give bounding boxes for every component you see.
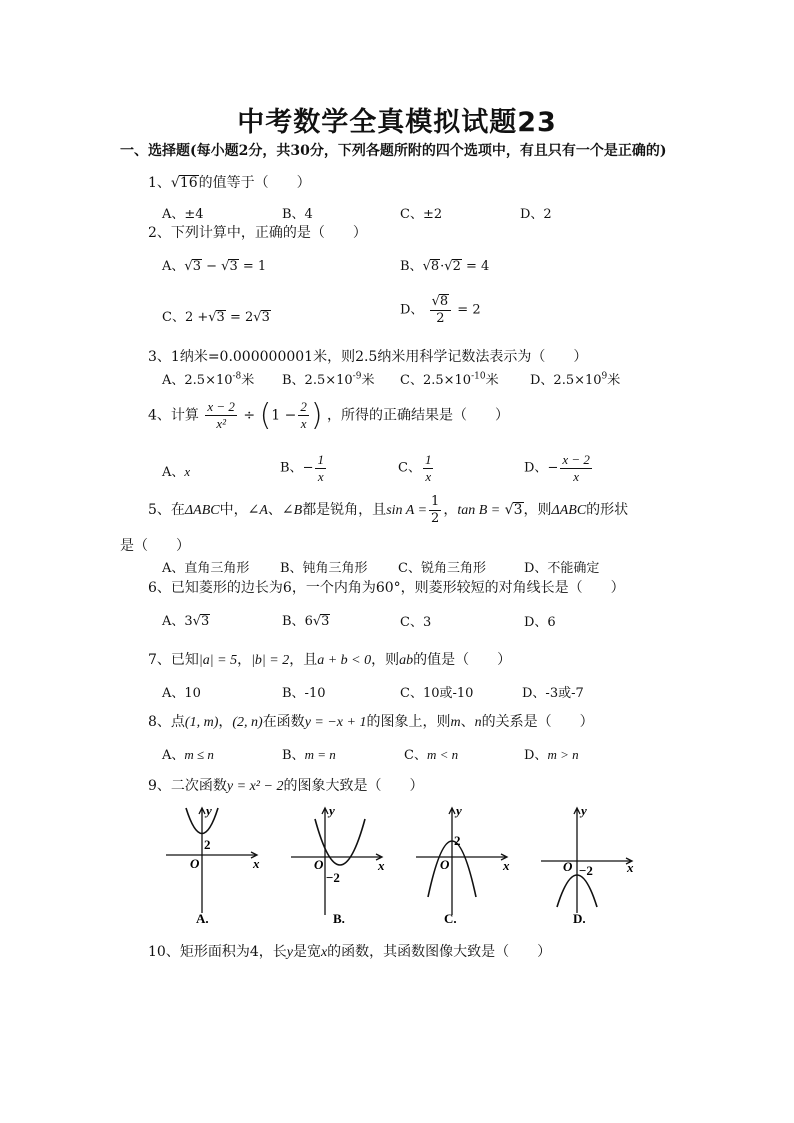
graph-b-y-label: y xyxy=(329,805,335,818)
q4-d-denominator: x xyxy=(573,468,579,484)
q5-numerator: 1 xyxy=(431,494,440,509)
question-10 xyxy=(148,941,551,961)
q8-option-b xyxy=(282,744,336,763)
q7-option-d: D、-3或-7 xyxy=(522,686,584,701)
q4-d-numerator: x − 2 xyxy=(562,452,590,467)
q3-c-exponent: -10 xyxy=(471,371,486,382)
q5-sin-a: sin A = xyxy=(386,503,428,519)
q2-b-radicand-2: 2 xyxy=(452,259,461,274)
q3-option-a xyxy=(162,369,254,388)
q4-suffix: ，所得的正确结果是（ ） xyxy=(327,407,510,424)
q3-a-exponent: -8 xyxy=(232,371,242,382)
graph-c-x-label: x xyxy=(503,858,510,873)
q2-option-c xyxy=(162,306,271,325)
q3-option-b xyxy=(282,369,374,388)
q8-d-label: D、 xyxy=(524,748,548,763)
q8-mid: 在函数 xyxy=(262,714,305,730)
q2-d-fraction xyxy=(430,294,452,326)
q8-m: m xyxy=(450,715,461,730)
q9-prefix: 9、二次函数 xyxy=(148,778,227,794)
question-8 xyxy=(148,711,594,731)
q2-b-radicand-1: 8 xyxy=(430,259,440,274)
graph-d xyxy=(535,805,645,930)
q5-separator: 、 xyxy=(267,502,282,519)
q10-prefix: 10、矩形面积为4，长 xyxy=(148,944,287,960)
q4-f1-denominator: x² xyxy=(216,416,226,431)
q2-a-operator: − xyxy=(206,259,218,274)
graph-b-x-label: x xyxy=(378,858,385,873)
q2-c-radicand-2: 3 xyxy=(261,310,270,325)
q4-d-sign: − xyxy=(547,460,559,476)
q5-radicand: 3 xyxy=(513,502,523,519)
q1-option-a: A、±4 xyxy=(162,207,204,222)
q8-b-label: B、 xyxy=(282,748,305,763)
q8-point-2: (2, n) xyxy=(232,715,263,730)
graph-d-mark: −2 xyxy=(579,863,593,878)
q2-d-result: = 2 xyxy=(457,302,481,318)
graph-a-origin: O xyxy=(190,856,200,871)
sqrt-icon: √ xyxy=(431,294,440,309)
q4-b-denominator: x xyxy=(317,468,324,484)
q1-option-b: B、4 xyxy=(282,207,313,222)
q5-angle-b: ∠B xyxy=(281,503,303,519)
q6-option-d: D、6 xyxy=(524,615,556,630)
question-4 xyxy=(148,398,509,433)
q5-mid-3: ，则 xyxy=(523,502,552,519)
question-3: 3、1纳米=0.000000001米，则2.5纳米用科学记数法表示为（ ） xyxy=(148,349,588,365)
q7-mid-2: ，则 xyxy=(371,652,400,668)
q2-d-numerator: 8 xyxy=(439,294,449,309)
q7-suffix: 的值是（ ） xyxy=(413,652,512,668)
q6-a-label: A、 xyxy=(162,614,185,629)
q4-a-value: x xyxy=(184,464,191,479)
q7-option-a: A、10 xyxy=(162,686,201,701)
q9-suffix: 的图象大致是（ ） xyxy=(283,778,424,794)
q8-function: y = −x + 1 xyxy=(304,715,367,730)
q8-a-label: A、 xyxy=(162,748,185,763)
graph-c-mark: 2 xyxy=(454,833,461,848)
graph-a-mark: 2 xyxy=(204,837,211,852)
graph-c xyxy=(410,805,520,930)
q4-a-label: A、 xyxy=(162,465,185,480)
q3-c-text: C、2.5×10 xyxy=(400,373,472,388)
q4-left-paren: ( xyxy=(259,398,272,433)
question-2: 2、下列计算中，正确的是（ ） xyxy=(148,225,367,241)
section-heading: 一、选择题(每小题2分，共30分，下列各题所附的四个选项中，有且只有一个是正确的) xyxy=(120,143,667,159)
q2-a-radicand-1: 3 xyxy=(192,259,201,274)
graph-a-y-label: y xyxy=(206,805,212,818)
graph-b-label: B. xyxy=(333,911,345,926)
q7-ab: ab xyxy=(399,653,414,668)
q4-option-a xyxy=(162,461,190,480)
q4-fraction-2 xyxy=(298,399,309,431)
q4-f1-numerator: x − 2 xyxy=(207,399,235,415)
q5-mid-1: 中， xyxy=(219,502,248,519)
q6-a-radicand: 3 xyxy=(200,614,210,629)
q8-prefix: 8、点 xyxy=(148,714,185,730)
q9-function: y = x² − 2 xyxy=(226,779,284,794)
q4-c-numerator: 1 xyxy=(424,452,432,467)
q4-option-b xyxy=(280,452,328,484)
q4-d-fraction xyxy=(560,452,592,484)
sqrt-icon: √ xyxy=(444,259,453,274)
q5-option-c: C、锐角三角形 xyxy=(398,561,486,576)
sqrt-icon: √ xyxy=(170,175,180,191)
q4-divide: ÷ xyxy=(243,407,256,424)
q7-comma: ， xyxy=(237,652,252,668)
q4-b-sign: − xyxy=(302,460,314,476)
q4-d-label: D、 xyxy=(524,460,548,476)
q8-comma: ， xyxy=(218,714,233,730)
q2-a-result: = 1 xyxy=(242,259,267,274)
q2-c-radicand-1: 3 xyxy=(216,310,225,325)
q4-option-c xyxy=(398,452,435,484)
q8-c-label: C、 xyxy=(404,748,427,763)
q5-line-2: 是（ ） xyxy=(120,538,190,554)
sqrt-icon: √ xyxy=(208,310,217,325)
q4-c-label: C、 xyxy=(398,460,421,476)
q2-option-b xyxy=(400,255,489,274)
q2-d-denominator: 2 xyxy=(436,310,445,326)
q8-separator: 、 xyxy=(460,714,475,730)
q4-f2-numerator: 2 xyxy=(300,399,307,415)
q3-a-unit: 米 xyxy=(241,373,255,388)
q6-b-label: B、 xyxy=(282,614,305,629)
q5-option-a: A、直角三角形 xyxy=(162,561,250,576)
question-9 xyxy=(148,775,423,795)
q8-suffix: 的关系是（ ） xyxy=(481,714,594,730)
q7-option-c: C、10或-10 xyxy=(400,686,474,701)
q5-fraction xyxy=(429,494,441,526)
q8-option-d xyxy=(524,744,579,763)
q8-d-value: m > n xyxy=(547,747,579,762)
q7-prefix: 7、已知 xyxy=(148,652,199,668)
q3-b-text: B、2.5×10 xyxy=(282,373,353,388)
q10-mid: 是宽 xyxy=(292,944,321,960)
q4-b-fraction xyxy=(315,452,326,484)
q4-f2-denominator: x xyxy=(300,416,307,431)
q3-b-exponent: -9 xyxy=(352,371,362,382)
graph-d-y-label: y xyxy=(581,805,587,818)
q2-option-a xyxy=(162,255,266,274)
graph-b xyxy=(285,805,395,930)
q10-suffix: 的函数，其函数图像大致是（ ） xyxy=(327,944,552,960)
q8-point-1: (1, m) xyxy=(184,715,219,730)
q7-option-b: B、-10 xyxy=(282,686,326,701)
q5-triangle: ΔABC xyxy=(184,503,220,519)
q8-text: 的图象上，则 xyxy=(366,714,451,730)
graph-a-x-label: x xyxy=(253,856,260,871)
q8-a-value: m ≤ n xyxy=(184,747,214,762)
q7-abs-b: |b| = 2 xyxy=(251,653,290,668)
q6-a-coef: 3 xyxy=(184,614,193,629)
graph-d-x-label: x xyxy=(627,860,634,875)
q6-option-c: C、3 xyxy=(400,615,432,630)
q5-prefix: 5、在 xyxy=(148,502,185,519)
page-title: 中考数学全真模拟试题23 xyxy=(237,107,557,138)
q3-a-text: A、2.5×10 xyxy=(162,373,233,388)
question-6: 6、已知菱形的边长为6，一个内角为60°，则菱形较短的对角线长是（ ） xyxy=(148,580,625,596)
q1-option-c: C、±2 xyxy=(400,207,443,222)
q4-b-label: B、 xyxy=(280,460,303,476)
q5-option-b: B、钝角三角形 xyxy=(280,561,368,576)
q4-prefix: 4、计算 xyxy=(148,407,199,424)
q4-c-fraction xyxy=(423,452,434,484)
graph-c-y-label: y xyxy=(456,805,462,818)
sqrt-icon: √ xyxy=(192,614,201,629)
q4-c-denominator: x xyxy=(425,468,432,484)
q2-a-label: A、 xyxy=(162,259,185,274)
sqrt-icon: √ xyxy=(422,259,431,274)
q5-suffix: 的形状 xyxy=(586,502,629,519)
q7-abs-a: |a| = 5 xyxy=(198,653,238,668)
q5-angle-a: ∠A xyxy=(247,503,268,519)
sqrt-icon: √ xyxy=(253,310,262,325)
q2-b-label: B、 xyxy=(400,259,423,274)
q4-one-minus: 1 − xyxy=(271,407,297,424)
graph-b-mark: −2 xyxy=(326,870,340,885)
q2-c-result: = 2 xyxy=(229,310,254,325)
graph-a-label: A. xyxy=(196,911,209,926)
q8-option-a xyxy=(162,744,214,763)
q5-denominator: 2 xyxy=(431,510,440,526)
graph-d-label: D. xyxy=(573,911,586,926)
graph-a xyxy=(160,805,270,930)
sqrt-icon: √ xyxy=(312,614,322,629)
graph-b-origin: O xyxy=(314,857,324,872)
q7-condition: a + b < 0 xyxy=(317,653,372,668)
graph-c-label: C. xyxy=(444,911,457,926)
q5-tan-b: tan B = xyxy=(457,503,501,519)
q3-d-text: D、2.5×10 xyxy=(530,373,602,388)
q6-option-a xyxy=(162,610,210,629)
q6-b-coef: 6 xyxy=(304,614,313,629)
graph-d-origin: O xyxy=(563,859,573,874)
q2-b-result: = 4 xyxy=(466,259,490,274)
q3-option-d xyxy=(530,369,620,388)
q6-option-b xyxy=(282,610,330,629)
graph-c-origin: O xyxy=(440,857,450,872)
q10-y: y xyxy=(286,945,293,960)
q1-option-d: D、2 xyxy=(520,207,552,222)
q4-right-paren: ) xyxy=(310,398,323,433)
q1-text: 的值等于（ ） xyxy=(198,175,311,191)
q2-option-d xyxy=(400,294,481,326)
q5-comma: ， xyxy=(443,502,458,519)
q2-c-label: C、 xyxy=(162,310,185,325)
q10-x: x xyxy=(320,945,328,960)
q8-c-value: m < n xyxy=(426,747,459,762)
q7-mid: ，且 xyxy=(289,652,318,668)
q5-option-d: D、不能确定 xyxy=(524,561,600,576)
q5-mid-2: 都是锐角，且 xyxy=(302,502,387,519)
sqrt-icon: √ xyxy=(221,259,230,274)
question-1 xyxy=(148,172,311,192)
q4-b-numerator: 1 xyxy=(317,452,324,467)
q8-option-c xyxy=(404,744,458,763)
sqrt-icon: √ xyxy=(504,502,514,519)
question-5 xyxy=(148,494,628,526)
q3-c-unit: 米 xyxy=(485,373,499,388)
q1-number: 1、 xyxy=(148,175,171,191)
q1-radicand: 16 xyxy=(179,175,198,191)
q3-b-unit: 米 xyxy=(361,373,375,388)
q8-n: n xyxy=(474,715,482,730)
q3-option-c xyxy=(400,369,499,388)
q2-b-operator: · xyxy=(440,259,445,274)
q4-option-d xyxy=(524,452,594,484)
q2-d-label: D、 xyxy=(400,302,424,318)
sqrt-icon: √ xyxy=(184,259,193,274)
q4-fraction-1 xyxy=(205,399,237,431)
q3-d-unit: 米 xyxy=(607,373,621,388)
q5-triangle-2: ΔABC xyxy=(551,503,587,519)
q3-d-exponent: 9 xyxy=(601,371,608,382)
q6-b-radicand: 3 xyxy=(321,614,330,629)
q2-c-prefix: 2 + xyxy=(184,310,209,325)
q2-a-radicand-2: 3 xyxy=(229,259,238,274)
question-7 xyxy=(148,649,511,669)
q8-b-value: m = n xyxy=(304,747,336,762)
